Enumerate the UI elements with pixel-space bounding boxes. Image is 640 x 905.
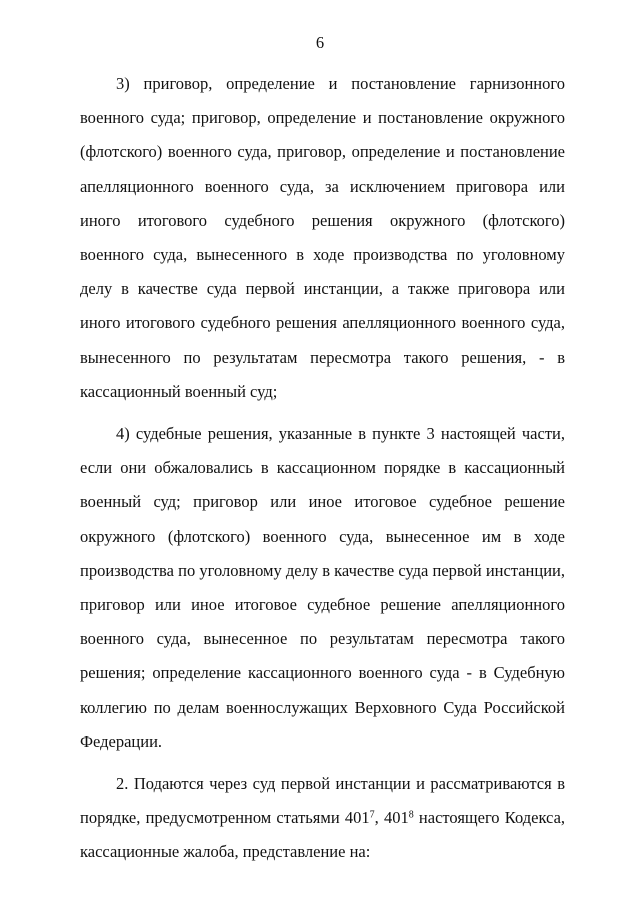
paragraph-part-2	[80, 767, 565, 870]
paragraph-part-2-text-c: настоящего Кодекса, кассационные жалоба, представление на:	[80, 808, 566, 862]
paragraph-part-2-text-a: 2. Подаются через суд первой инстанции и рассматриваются в порядке, предусмотренном статьями 401	[80, 774, 565, 828]
paragraph-part-2-text-b: , 401	[374, 808, 409, 828]
article-superscript-8: 8	[408, 809, 414, 821]
paragraph-item-3: 3) приговор, определение и постановление гарнизонного военного суда; приговор, определение и постановление окружного (флотского) военного суда, приговор, определение и постановление апелляционного военного суда, за исключением приговора или иного итогового судебного решения окружного (флотского) военного суда, вынесенного в ходе производства по уголовному делу в качестве суда первой инстанции, а также приговора или иного итогового судебного решения апелляционного военного суда, вынесенного по результатам пересмотра такого решения, - в кассационный военный суд;	[80, 74, 565, 401]
document-body	[80, 67, 565, 870]
paragraph-item-4: 4) судебные решения, указанные в пункте 3 настоящей части, если они обжаловались в кассационном порядке в кассационный военный суд; приговор или иное итоговое судебное решение окружного (флотского) военного суда, вынесенное им в ходе производства по уголовному делу в качестве суда первой инстанции, приговор или иное итоговое судебное решение апелляционного военного суда, вынесенное по результатам пересмотра такого решения; определение кассационного военного суда - в Судебную коллегию по делам военнослужащих Верховного Суда Российской Федерации.	[80, 424, 565, 751]
page-number: 6	[315, 33, 325, 52]
article-superscript-7: 7	[369, 809, 375, 821]
